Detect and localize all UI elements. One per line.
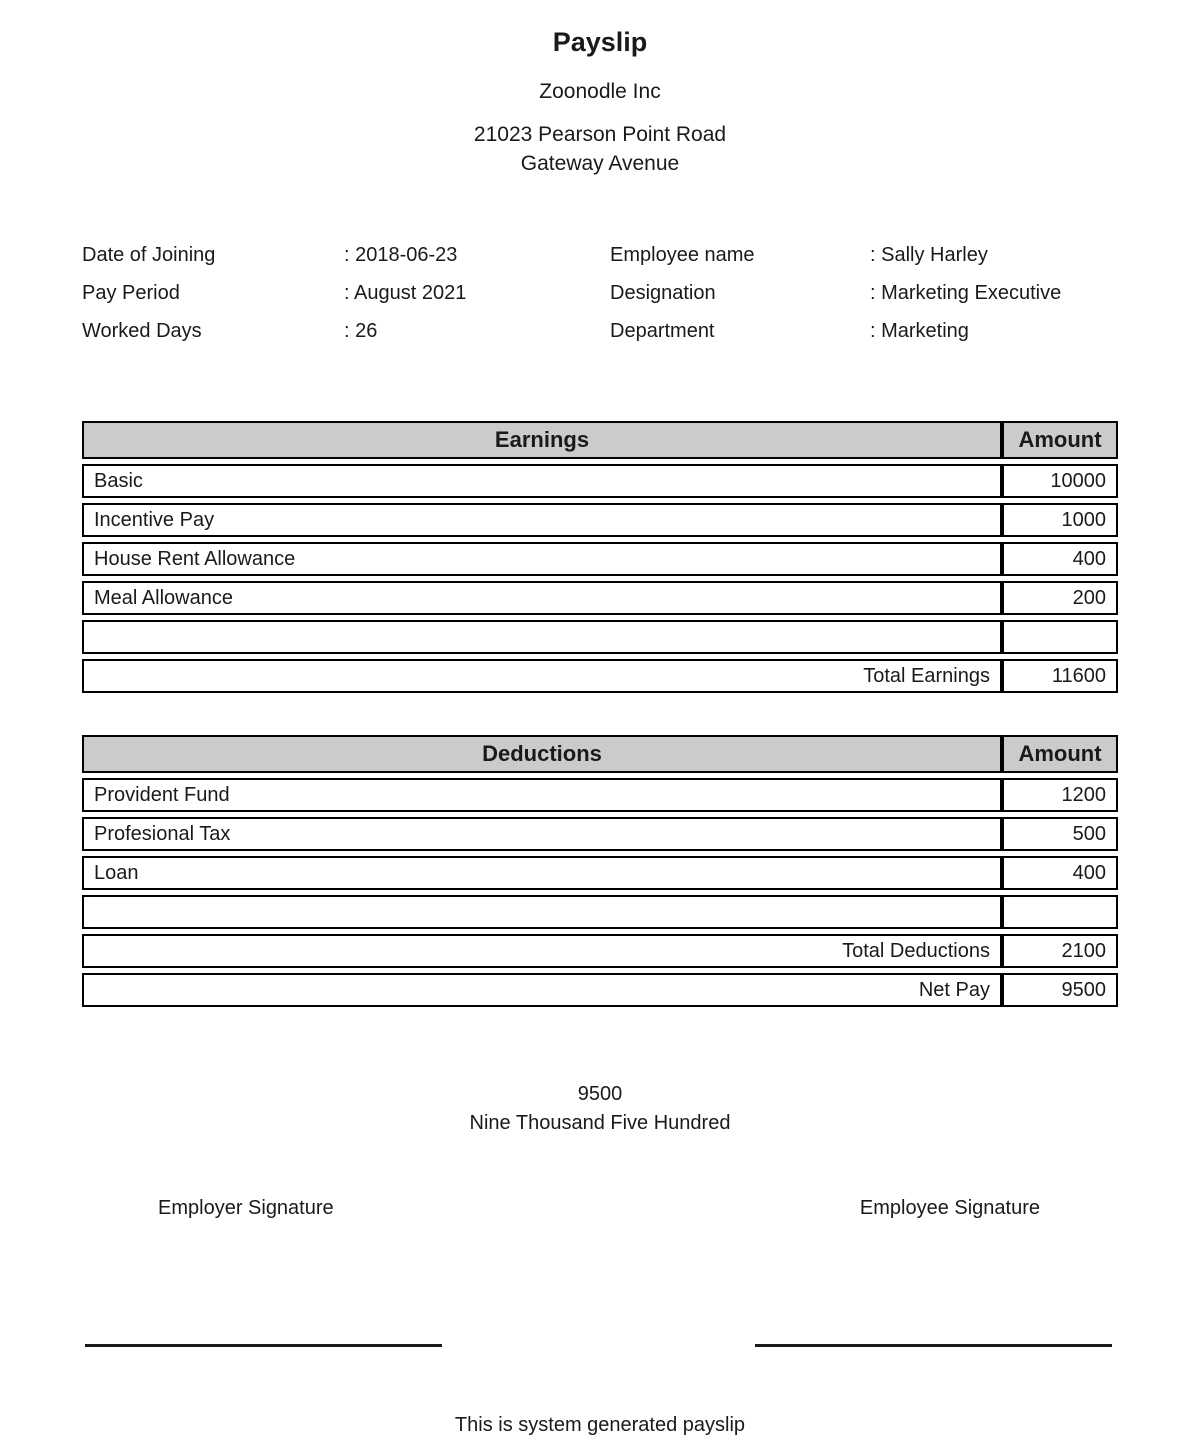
total-deductions-amount-cell: 2100 [1002, 934, 1118, 968]
company-address [82, 120, 1118, 178]
employee-info-section [82, 236, 1118, 350]
info-row-department [610, 312, 1118, 350]
empty-cell [1002, 895, 1118, 929]
earnings-empty-row [82, 620, 1118, 654]
deductions-header-row [82, 735, 1118, 773]
employer-signature-label: Employer Signature [158, 1197, 334, 1219]
deductions-row-profesional-tax [82, 817, 1118, 851]
deductions-total-row [82, 934, 1118, 968]
earnings-total-row [82, 659, 1118, 693]
address-line-1: 21023 Pearson Point Road [473, 123, 727, 146]
deduction-label-cell: Provident Fund [82, 778, 1002, 812]
worked-days-label: Worked Days [82, 320, 202, 342]
date-of-joining-value: : 2018-06-23 [344, 244, 458, 266]
empty-cell [1002, 620, 1118, 654]
company-name: Zoonodle Inc [539, 80, 661, 103]
earnings-header-row [82, 421, 1118, 459]
deductions-amount-header-cell: Amount [1002, 735, 1118, 773]
earning-amount-cell: 10000 [1002, 464, 1118, 498]
info-row-pay-period [82, 274, 610, 312]
date-of-joining-label: Date of Joining [82, 244, 216, 266]
signature-lines-row [82, 1344, 1118, 1347]
earnings-table [82, 416, 1118, 698]
document-header [82, 26, 1118, 178]
employee-info-right-column [610, 236, 1118, 350]
earnings-header-cell: Earnings [82, 421, 1002, 459]
designation-value: : Marketing Executive [870, 282, 1062, 304]
deductions-table [82, 730, 1118, 1012]
earning-label-cell: Incentive Pay [82, 503, 1002, 537]
info-row-employee-name [610, 236, 1118, 274]
earning-label-cell: House Rent Allowance [82, 542, 1002, 576]
deduction-label-cell: Loan [82, 856, 1002, 890]
info-row-designation [610, 274, 1118, 312]
deduction-amount-cell: 500 [1002, 817, 1118, 851]
pay-period-value: : August 2021 [344, 282, 467, 304]
deduction-label-cell: Profesional Tax [82, 817, 1002, 851]
employee-signature-label: Employee Signature [859, 1197, 1040, 1219]
net-pay-label-cell: Net Pay [82, 973, 1002, 1007]
deduction-amount-cell: 400 [1002, 856, 1118, 890]
earning-amount-cell: 400 [1002, 542, 1118, 576]
earnings-row-house-rent-allowance [82, 542, 1118, 576]
employer-signature-line [85, 1344, 442, 1347]
info-row-date-of-joining [82, 236, 610, 274]
earning-label-cell: Meal Allowance [82, 581, 1002, 615]
address-line-2: Gateway Avenue [520, 152, 680, 175]
deductions-header-cell: Deductions [82, 735, 1002, 773]
deductions-row-provident-fund [82, 778, 1118, 812]
deduction-amount-cell: 1200 [1002, 778, 1118, 812]
earning-amount-cell: 200 [1002, 581, 1118, 615]
total-deductions-label-cell: Total Deductions [82, 934, 1002, 968]
earnings-row-basic [82, 464, 1118, 498]
employee-name-label: Employee name [610, 244, 755, 266]
deductions-empty-row [82, 895, 1118, 929]
deductions-row-loan [82, 856, 1118, 890]
footer-note: This is system generated payslip [454, 1414, 746, 1436]
employee-signature-line [755, 1344, 1112, 1347]
net-pay-words: Nine Thousand Five Hundred [469, 1112, 731, 1134]
earnings-row-incentive-pay [82, 503, 1118, 537]
info-row-worked-days [82, 312, 610, 350]
employee-info-left-column [82, 236, 610, 350]
designation-label: Designation [610, 282, 716, 304]
empty-cell [82, 895, 1002, 929]
net-pay-amount-cell: 9500 [1002, 973, 1118, 1007]
net-pay-row [82, 973, 1118, 1007]
earnings-row-meal-allowance [82, 581, 1118, 615]
earning-amount-cell: 1000 [1002, 503, 1118, 537]
worked-days-value: : 26 [344, 320, 378, 342]
employee-name-value: : Sally Harley [870, 244, 988, 266]
signature-labels-row [82, 1196, 1118, 1220]
total-earnings-label-cell: Total Earnings [82, 659, 1002, 693]
empty-cell [82, 620, 1002, 654]
net-pay-figure: 9500 [577, 1083, 623, 1105]
earning-label-cell: Basic [82, 464, 1002, 498]
total-earnings-amount-cell: 11600 [1002, 659, 1118, 693]
pay-period-label: Pay Period [82, 282, 180, 304]
net-pay-summary [82, 1080, 1118, 1138]
department-value: : Marketing [870, 320, 969, 342]
earnings-amount-header-cell: Amount [1002, 421, 1118, 459]
department-label: Department [610, 320, 715, 342]
page-title: Payslip [552, 27, 648, 57]
